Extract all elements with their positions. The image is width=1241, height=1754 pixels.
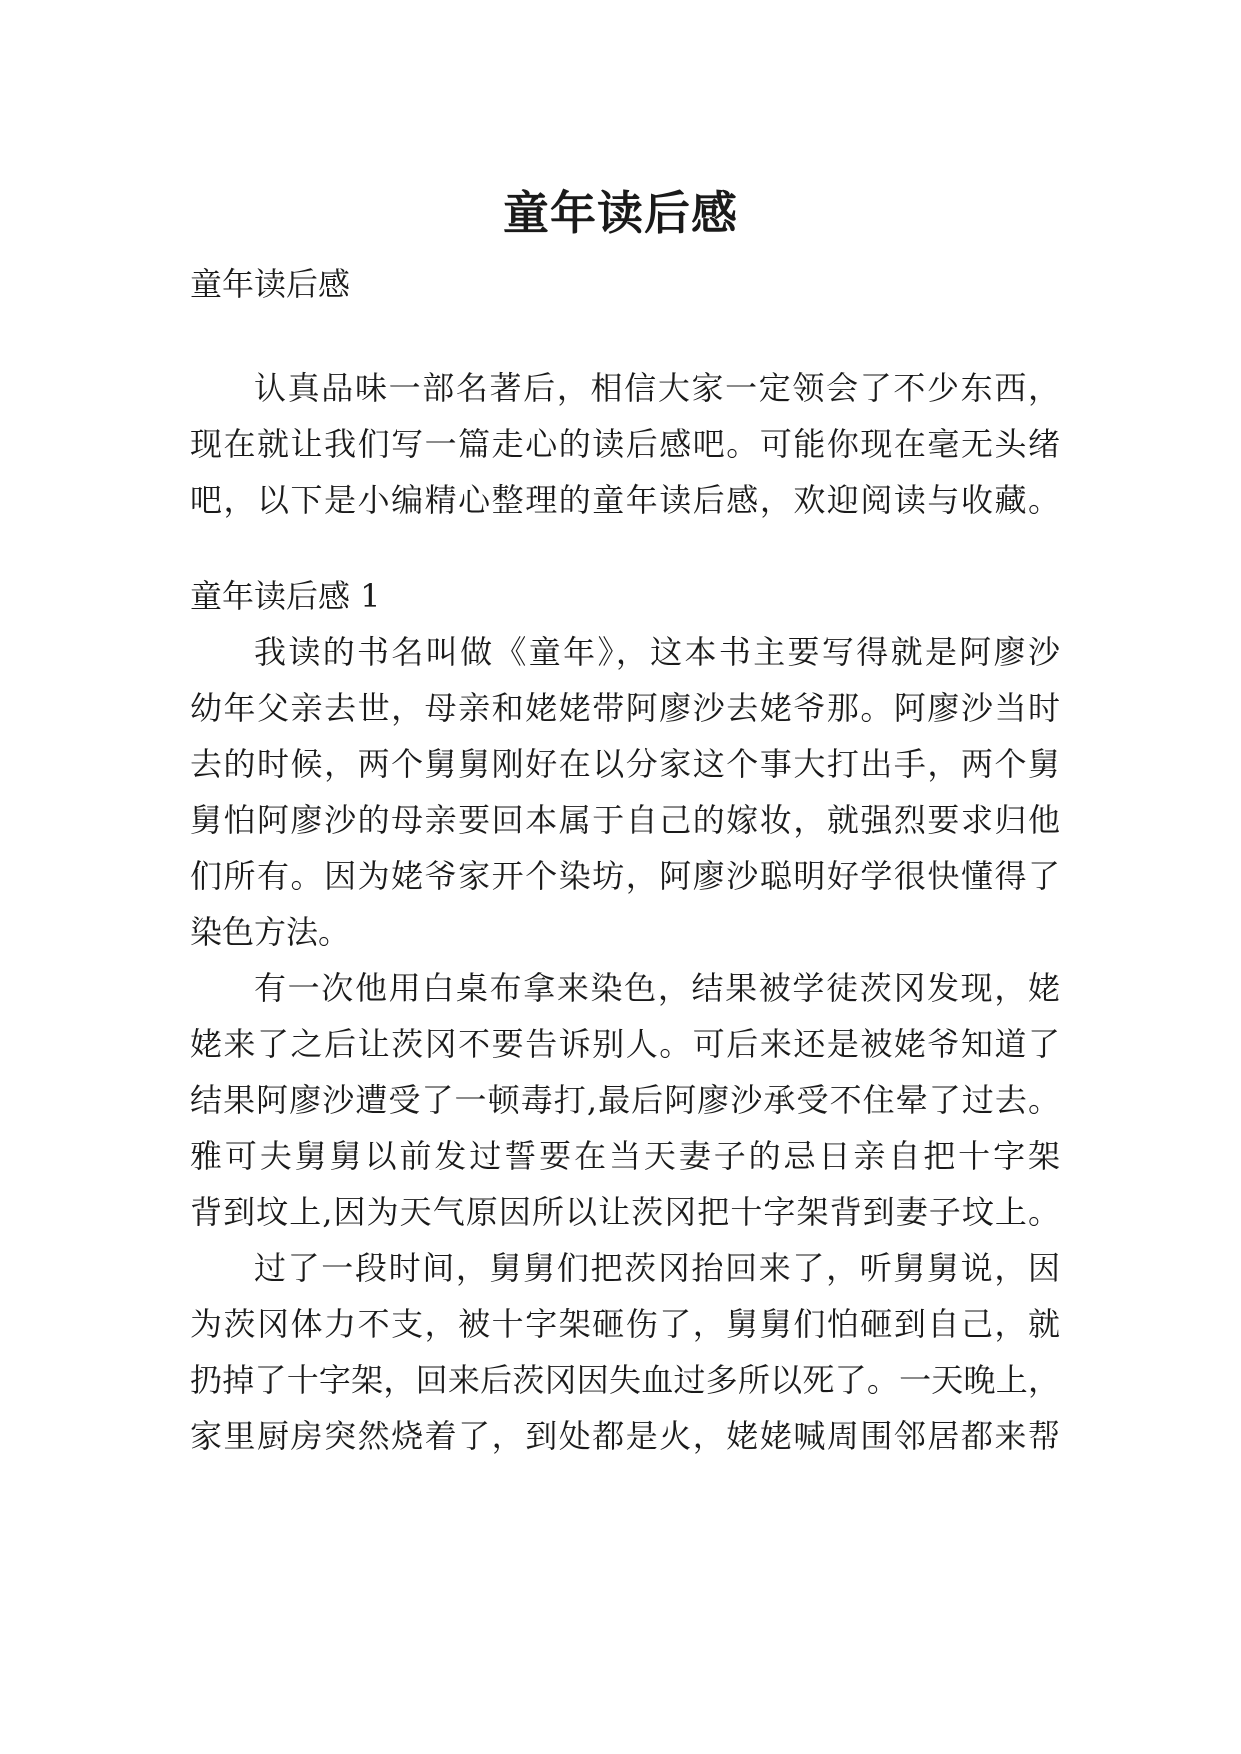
intro-line: 现在就让我们写一篇走心的读后感吧。可能你现在毫无头绪 — [190, 425, 1060, 463]
document-title: 童年读后感 — [503, 185, 738, 240]
intro-line: 吧，以下是小编精心整理的童年读后感，欢迎阅读与收藏。 — [190, 481, 1060, 519]
paragraph-line: 们所有。因为姥爷家开个染坊，阿廖沙聪明好学很快懂得了 — [190, 857, 1060, 895]
paragraph-line: 幼年父亲去世，母亲和姥姥带阿廖沙去姥爷那。阿廖沙当时 — [190, 689, 1060, 727]
paragraph-line: 去的时候，两个舅舅刚好在以分家这个事大打出手，两个舅 — [190, 745, 1060, 783]
paragraph-line: 家里厨房突然烧着了，到处都是火，姥姥喊周围邻居都来帮 — [190, 1417, 1060, 1455]
paragraph-line: 姥来了之后让茨冈不要告诉别人。可后来还是被姥爷知道了 — [190, 1025, 1060, 1063]
section-heading: 童年读后感 1 — [190, 577, 381, 615]
paragraph-line: 过了一段时间，舅舅们把茨冈抬回来了，听舅舅说，因 — [254, 1249, 1060, 1287]
paragraph-line: 雅可夫舅舅以前发过誓要在当天妻子的忌日亲自把十字架 — [190, 1137, 1060, 1175]
paragraph-line: 有一次他用白桌布拿来染色，结果被学徒茨冈发现，姥 — [254, 969, 1060, 1007]
paragraph-line: 我读的书名叫做《童年》，这本书主要写得就是阿廖沙 — [254, 633, 1060, 671]
paragraph-line: 为茨冈体力不支，被十字架砸伤了，舅舅们怕砸到自己，就 — [190, 1305, 1060, 1343]
paragraph-line: 背到坟上,因为天气原因所以让茨冈把十字架背到妻子坟上。 — [190, 1193, 1060, 1231]
paragraph-line: 舅怕阿廖沙的母亲要回本属于自己的嫁妆，就强烈要求归他 — [190, 801, 1060, 839]
paragraph-line: 扔掉了十字架，回来后茨冈因失血过多所以死了。一天晚上， — [190, 1361, 1060, 1399]
intro-line: 认真品味一部名著后，相信大家一定领会了不少东西， — [254, 369, 1060, 407]
paragraph-line: 染色方法。 — [190, 913, 351, 951]
paragraph-line: 结果阿廖沙遭受了一顿毒打,最后阿廖沙承受不住晕了过去。 — [190, 1081, 1060, 1119]
document-subtitle: 童年读后感 — [190, 265, 351, 303]
